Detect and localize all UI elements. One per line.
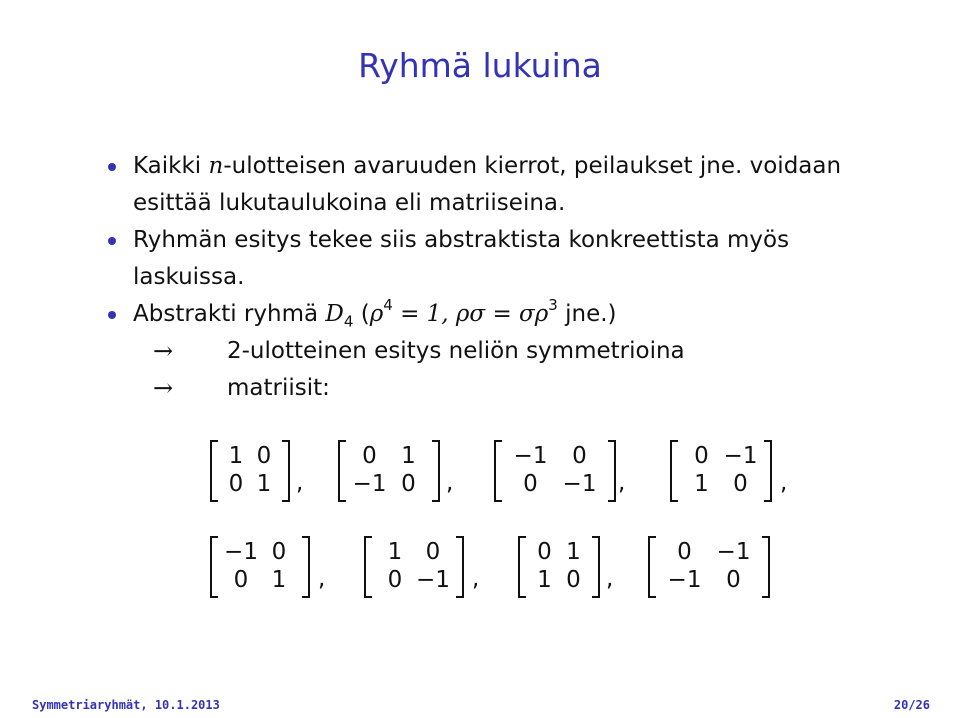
page-number: 20/26 [893,698,930,712]
matrix-cell: 0 [572,443,587,469]
matrix-7 [518,536,614,598]
matrix-cell: −1 [513,443,548,469]
bullet-icon [108,163,116,171]
bullet-3-post: jne.) [557,301,617,327]
matrix-cell: −1 [716,539,751,565]
matrix-cell: 0 [566,567,581,593]
footer [0,692,960,718]
matrix-4 [670,440,788,502]
matrix-1 [210,440,304,502]
matrix-cell: 0 [733,471,748,497]
matrix-cell: −1 [416,567,450,593]
relation-rho-exp: 4 [383,296,393,315]
bullet-3-pre: Abstrakti ryhmä [133,301,326,327]
matrix-cell: 0 [228,471,244,497]
matrix-cell: −1 [562,471,597,497]
bullet-1-post: -ulotteisen avaruuden kierrot, peilaukset jne. voidaan esittää lukutaulukoina eli matriiseina. [133,153,842,216]
relation-exp-3: 3 [548,296,558,315]
matrix-3 [494,440,626,502]
comma: , [606,566,614,592]
matrix-2 [338,440,454,502]
matrix-cell: 0 [401,471,416,497]
comma: , [472,566,480,592]
matrix-cell: 0 [271,539,287,565]
relation-rho: ρ [369,301,384,327]
matrix-cell: 1 [566,539,581,565]
bullet-item-3 [106,296,886,333]
matrix-cell: 1 [271,567,287,593]
arrow-line-2-text: matriisit: [227,375,330,401]
bullet-1-math: n [208,153,224,179]
arrow-icon: → [153,374,174,402]
arrow-line-1-text: 2-ulotteinen esitys neliön symmetrioina [227,338,685,364]
matrix-cell: 1 [694,471,709,497]
matrix-cell: −1 [224,539,258,565]
group-subscript: 4 [343,312,354,331]
matrix-cell: 0 [425,539,441,565]
matrix-cell: 1 [401,443,416,469]
footer-left [32,698,220,712]
bullet-item-1 [106,148,886,222]
matrix-cell: 0 [387,567,403,593]
footer-title: Symmetriaryhmät [32,698,141,712]
matrix-cell: 1 [228,443,244,469]
bullet-2-text: Ryhmän esitys tekee siis abstraktista konkreettista myös laskuissa. [133,227,790,290]
matrix-cell: 0 [694,443,709,469]
matrix-6 [364,536,480,598]
matrix-cell: 0 [362,443,377,469]
comma: , [318,566,326,592]
relation-rest: = 1, ρσ = σρ [392,301,549,327]
matrix-cell: 0 [256,443,272,469]
matrix-cell: −1 [667,567,702,593]
paren-open: ( [353,301,370,327]
arrow-icon: → [153,337,174,365]
matrix-cell: 1 [256,471,272,497]
bullet-item-2 [106,222,886,296]
arrow-line-2 [106,370,886,407]
bullet-icon [108,237,116,245]
bullet-1-pre: Kaikki [133,153,209,179]
matrix-cell: −1 [723,443,758,469]
comma: , [296,470,304,496]
arrow-line-1 [106,333,886,370]
footer-date: , 10.1.2013 [140,698,220,712]
comma: , [618,470,626,496]
matrix-5 [210,536,326,598]
matrix-8 [648,536,770,598]
comma: , [446,470,454,496]
matrix-cell: 0 [726,567,741,593]
matrix-cell: −1 [352,471,387,497]
matrix-cell: 0 [523,471,538,497]
matrix-cell: 0 [537,539,552,565]
matrix-cell: 0 [233,567,249,593]
matrix-cell: 1 [387,539,403,565]
matrix-cell: 1 [537,567,552,593]
bullet-icon [108,311,116,319]
matrix-cell: 0 [677,539,692,565]
comma: , [780,470,788,496]
slide-title: Ryhmä lukuina [358,46,602,85]
group-symbol: D [325,301,344,327]
bullet-list [106,148,886,407]
